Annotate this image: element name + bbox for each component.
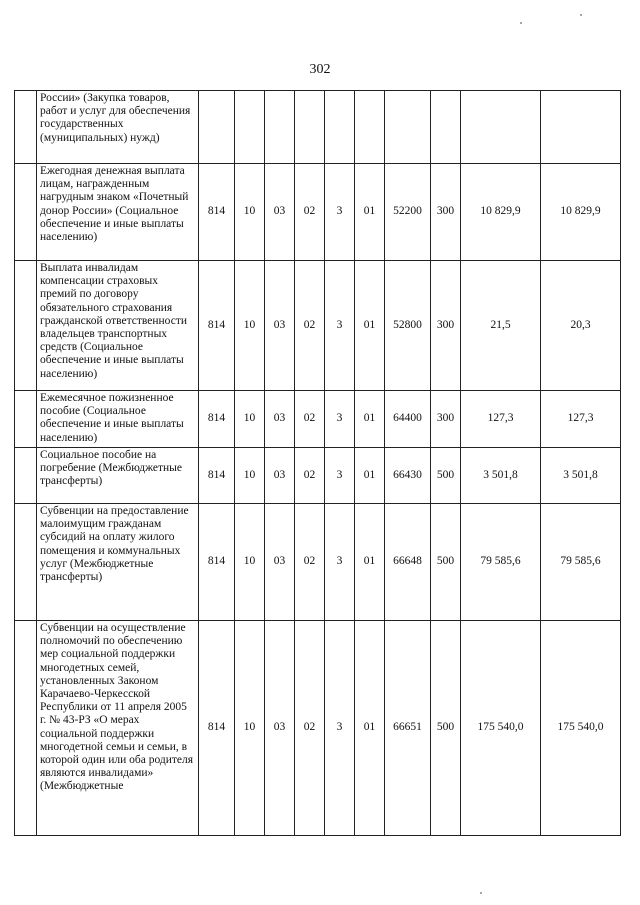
code-cell-c4: 02 xyxy=(295,504,325,621)
row-index-cell xyxy=(15,504,37,621)
code-cell-v1: 127,3 xyxy=(461,391,541,448)
code-cell-c6: 01 xyxy=(355,164,385,261)
code-cell-c5: 3 xyxy=(325,621,355,836)
table-row xyxy=(15,391,621,448)
code-cell-c6 xyxy=(355,91,385,164)
code-cell-c8: 500 xyxy=(431,448,461,504)
code-cell-c2: 10 xyxy=(235,261,265,391)
code-cell-c4: 02 xyxy=(295,261,325,391)
code-cell-c4: 02 xyxy=(295,391,325,448)
code-cell-c7: 52800 xyxy=(385,261,431,391)
code-cell-c5: 3 xyxy=(325,164,355,261)
code-cell-c8: 300 xyxy=(431,261,461,391)
code-cell-v1: 3 501,8 xyxy=(461,448,541,504)
row-name-cell: России» (Закупка товаров, работ и услуг для обеспечения государственных (муниципальных) нужд) xyxy=(37,91,199,164)
code-cell-c2 xyxy=(235,91,265,164)
code-cell-v1: 21,5 xyxy=(461,261,541,391)
code-cell-c5: 3 xyxy=(325,504,355,621)
row-index-cell xyxy=(15,261,37,391)
row-index-cell xyxy=(15,621,37,836)
code-cell-c3: 03 xyxy=(265,504,295,621)
budget-table xyxy=(14,90,621,836)
row-name-cell: Субвенции на осуществление полномочий по обеспечению мер социальной поддержки многодетных семей, установленных Законом Карачаево-Черкесской Республики от 11 апреля 2005 г. № 43-РЗ «О мерах социальной поддержки многодетной семьи и семьи, в которой один или оба родителя являются инвалидами» (Межбюджетные xyxy=(37,621,199,836)
code-cell-c8: 500 xyxy=(431,621,461,836)
code-cell-v2 xyxy=(541,91,621,164)
table-row xyxy=(15,621,621,836)
code-cell-c4 xyxy=(295,91,325,164)
code-cell-c2: 10 xyxy=(235,621,265,836)
code-cell-c5: 3 xyxy=(325,261,355,391)
code-cell-c3: 03 xyxy=(265,164,295,261)
code-cell-c3 xyxy=(265,91,295,164)
code-cell-c4: 02 xyxy=(295,448,325,504)
code-cell-c8: 300 xyxy=(431,164,461,261)
code-cell-v2: 20,3 xyxy=(541,261,621,391)
code-cell-c1: 814 xyxy=(199,621,235,836)
code-cell-v2: 127,3 xyxy=(541,391,621,448)
row-name-cell: Ежемесячное пожизненное пособие (Социальное обеспечение и иные выплаты населению) xyxy=(37,391,199,448)
code-cell-c2: 10 xyxy=(235,391,265,448)
code-cell-c3: 03 xyxy=(265,391,295,448)
code-cell-c7: 66648 xyxy=(385,504,431,621)
code-cell-c8: 300 xyxy=(431,391,461,448)
code-cell-v2: 3 501,8 xyxy=(541,448,621,504)
code-cell-c2: 10 xyxy=(235,448,265,504)
code-cell-c1: 814 xyxy=(199,391,235,448)
code-cell-c3: 03 xyxy=(265,621,295,836)
row-index-cell xyxy=(15,91,37,164)
code-cell-v1: 10 829,9 xyxy=(461,164,541,261)
code-cell-c1 xyxy=(199,91,235,164)
code-cell-v2: 10 829,9 xyxy=(541,164,621,261)
code-cell-v1: 79 585,6 xyxy=(461,504,541,621)
code-cell-c6: 01 xyxy=(355,391,385,448)
code-cell-c3: 03 xyxy=(265,448,295,504)
code-cell-c1: 814 xyxy=(199,261,235,391)
code-cell-c6: 01 xyxy=(355,448,385,504)
table-row xyxy=(15,504,621,621)
table-row xyxy=(15,448,621,504)
code-cell-c7: 52200 xyxy=(385,164,431,261)
code-cell-c6: 01 xyxy=(355,261,385,391)
row-name-cell: Ежегодная денежная выплата лицам, награжденным нагрудным знаком «Почетный донор России» (Социальное обеспечение и иные выплаты населению) xyxy=(37,164,199,261)
page-number: 302 xyxy=(309,62,331,77)
row-name-cell: Социальное пособие на погребение (Межбюджетные трансферты) xyxy=(37,448,199,504)
code-cell-c1: 814 xyxy=(199,164,235,261)
code-cell-c1: 814 xyxy=(199,448,235,504)
table-row xyxy=(15,261,621,391)
row-index-cell xyxy=(15,448,37,504)
table-row xyxy=(15,91,621,164)
code-cell-v1: 175 540,0 xyxy=(461,621,541,836)
code-cell-c1: 814 xyxy=(199,504,235,621)
code-cell-c5: 3 xyxy=(325,448,355,504)
code-cell-c2: 10 xyxy=(235,504,265,621)
table-row xyxy=(15,164,621,261)
code-cell-c6: 01 xyxy=(355,621,385,836)
code-cell-v2: 79 585,6 xyxy=(541,504,621,621)
code-cell-c5 xyxy=(325,91,355,164)
row-index-cell xyxy=(15,164,37,261)
scan-speck xyxy=(520,22,522,24)
code-cell-c8 xyxy=(431,91,461,164)
code-cell-c8: 500 xyxy=(431,504,461,621)
row-name-cell: Выплата инвалидам компенсации страховых премий по договору обязательного страхования гражданской ответственности владельцев транспортных средств (Социальное обеспечение и иные выплаты населению) xyxy=(37,261,199,391)
code-cell-v1 xyxy=(461,91,541,164)
code-cell-c7: 66430 xyxy=(385,448,431,504)
code-cell-c3: 03 xyxy=(265,261,295,391)
code-cell-c5: 3 xyxy=(325,391,355,448)
code-cell-c2: 10 xyxy=(235,164,265,261)
scan-speck xyxy=(480,892,482,894)
scan-speck xyxy=(580,14,582,16)
code-cell-c4: 02 xyxy=(295,164,325,261)
code-cell-c7: 64400 xyxy=(385,391,431,448)
code-cell-c4: 02 xyxy=(295,621,325,836)
code-cell-v2: 175 540,0 xyxy=(541,621,621,836)
row-index-cell xyxy=(15,391,37,448)
code-cell-c7 xyxy=(385,91,431,164)
code-cell-c7: 66651 xyxy=(385,621,431,836)
row-name-cell: Субвенции на предоставление малоимущим гражданам субсидий на оплату жилого помещения и коммунальных услуг (Межбюджетные трансферты) xyxy=(37,504,199,621)
code-cell-c6: 01 xyxy=(355,504,385,621)
